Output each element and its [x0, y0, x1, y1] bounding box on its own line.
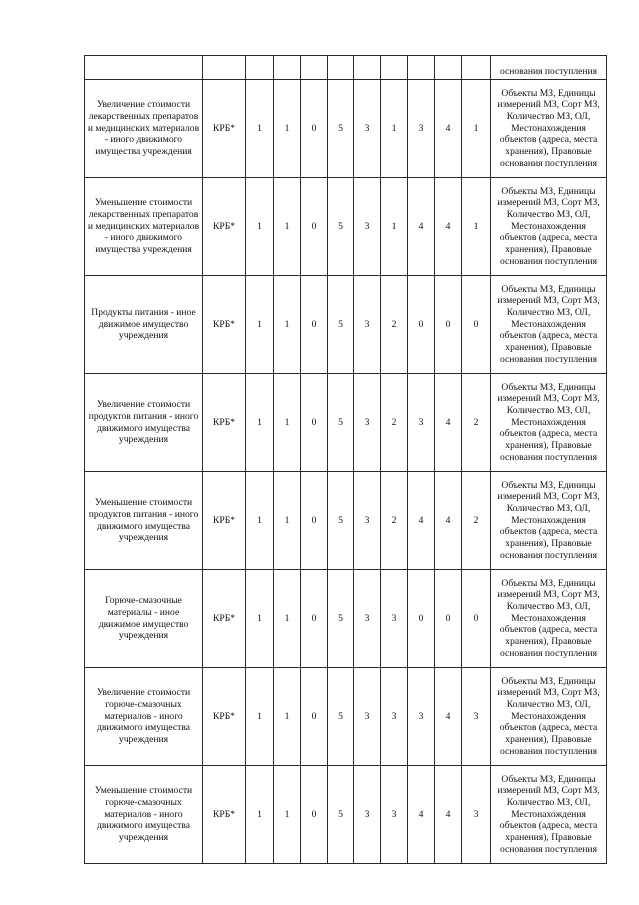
value-cell: 0: [301, 570, 328, 668]
value-cell: 5: [328, 80, 354, 178]
value-cell: 3: [381, 766, 408, 864]
value-cell: 1: [381, 80, 408, 178]
value-cell: 1: [246, 766, 274, 864]
table-row: [85, 276, 607, 374]
value-cell: 3: [408, 374, 435, 472]
value-cell: 1: [246, 570, 274, 668]
table-row: [85, 766, 607, 864]
code-cell: КРБ*: [203, 178, 246, 276]
value-cell: [435, 56, 462, 80]
value-cell: 1: [246, 668, 274, 766]
table-row: [85, 374, 607, 472]
accounts-table: [84, 55, 607, 864]
basis-cell: Объекты МЗ, Единицы измерений МЗ, Сорт МЗ, Количество МЗ, ОЛ, Местонахождения объектов (адреса, места хранения), Правовые основания поступления: [491, 766, 607, 864]
value-cell: 5: [328, 374, 354, 472]
value-cell: 5: [328, 766, 354, 864]
value-cell: 3: [462, 668, 491, 766]
name-cell: Увеличение стоимости продуктов питания - иного движимого имущества учреждения: [85, 374, 203, 472]
value-cell: 1: [274, 570, 301, 668]
value-cell: 4: [435, 668, 462, 766]
value-cell: 4: [408, 766, 435, 864]
basis-cell: Объекты МЗ, Единицы измерений МЗ, Сорт МЗ, Количество МЗ, ОЛ, Местонахождения объектов (адреса, места хранения), Правовые основания поступления: [491, 668, 607, 766]
table-row: [85, 80, 607, 178]
table-row: [85, 668, 607, 766]
value-cell: [462, 56, 491, 80]
value-cell: 5: [328, 668, 354, 766]
value-cell: 2: [381, 276, 408, 374]
name-cell: Продукты питания - иное движимое имущество учреждения: [85, 276, 203, 374]
value-cell: 3: [354, 374, 381, 472]
code-cell: КРБ*: [203, 472, 246, 570]
basis-cell: Объекты МЗ, Единицы измерений МЗ, Сорт МЗ, Количество МЗ, ОЛ, Местонахождения объектов (адреса, места хранения), Правовые основания поступления: [491, 276, 607, 374]
value-cell: 0: [301, 374, 328, 472]
value-cell: 3: [408, 668, 435, 766]
value-cell: 1: [274, 178, 301, 276]
value-cell: 0: [301, 668, 328, 766]
value-cell: 4: [408, 178, 435, 276]
value-cell: 0: [301, 178, 328, 276]
value-cell: 0: [462, 276, 491, 374]
value-cell: 0: [301, 276, 328, 374]
value-cell: [381, 56, 408, 80]
name-cell: Уменьшение стоимости лекарственных препаратов и медицинских материалов - иного движимого имущества учреждения: [85, 178, 203, 276]
value-cell: 2: [381, 374, 408, 472]
value-cell: 0: [408, 276, 435, 374]
value-cell: 4: [435, 178, 462, 276]
value-cell: [301, 56, 328, 80]
name-cell: [85, 56, 203, 80]
value-cell: [328, 56, 354, 80]
value-cell: 0: [301, 766, 328, 864]
value-cell: 1: [246, 472, 274, 570]
value-cell: 1: [246, 374, 274, 472]
value-cell: 1: [274, 766, 301, 864]
value-cell: 0: [435, 570, 462, 668]
value-cell: 2: [381, 472, 408, 570]
value-cell: [246, 56, 274, 80]
value-cell: 1: [462, 80, 491, 178]
value-cell: 0: [301, 472, 328, 570]
value-cell: 3: [354, 766, 381, 864]
value-cell: 5: [328, 178, 354, 276]
value-cell: 3: [381, 570, 408, 668]
value-cell: 1: [274, 80, 301, 178]
code-cell: КРБ*: [203, 570, 246, 668]
value-cell: 1: [246, 276, 274, 374]
value-cell: [354, 56, 381, 80]
value-cell: 5: [328, 472, 354, 570]
value-cell: 3: [354, 570, 381, 668]
value-cell: 1: [274, 668, 301, 766]
value-cell: 2: [462, 472, 491, 570]
value-cell: 4: [435, 472, 462, 570]
value-cell: 3: [354, 472, 381, 570]
table-row-fragment: [85, 56, 607, 80]
value-cell: 4: [435, 766, 462, 864]
name-cell: Горюче-смазочные материалы - иное движимое имущество учреждения: [85, 570, 203, 668]
value-cell: 1: [274, 472, 301, 570]
table-row: [85, 570, 607, 668]
value-cell: 3: [354, 178, 381, 276]
value-cell: 0: [408, 570, 435, 668]
value-cell: 1: [462, 178, 491, 276]
code-cell: КРБ*: [203, 80, 246, 178]
table-row: [85, 178, 607, 276]
table-row: [85, 472, 607, 570]
name-cell: Уменьшение стоимости горюче-смазочных материалов - иного движимого имущества учреждения: [85, 766, 203, 864]
name-cell: Увеличение стоимости лекарственных препаратов и медицинских материалов - иного движимого имущества учреждения: [85, 80, 203, 178]
value-cell: 1: [274, 374, 301, 472]
value-cell: 1: [246, 178, 274, 276]
value-cell: 0: [435, 276, 462, 374]
basis-cell: Объекты МЗ, Единицы измерений МЗ, Сорт МЗ, Количество МЗ, ОЛ, Местонахождения объектов (адреса, места хранения), Правовые основания поступления: [491, 178, 607, 276]
value-cell: 4: [435, 80, 462, 178]
basis-cell: Объекты МЗ, Единицы измерений МЗ, Сорт МЗ, Количество МЗ, ОЛ, Местонахождения объектов (адреса, места хранения), Правовые основания поступления: [491, 570, 607, 668]
value-cell: 3: [381, 668, 408, 766]
value-cell: 0: [301, 80, 328, 178]
value-cell: 2: [462, 374, 491, 472]
value-cell: 4: [408, 472, 435, 570]
value-cell: 3: [462, 766, 491, 864]
value-cell: 5: [328, 570, 354, 668]
value-cell: 3: [354, 80, 381, 178]
basis-cell: Объекты МЗ, Единицы измерений МЗ, Сорт МЗ, Количество МЗ, ОЛ, Местонахождения объектов (адреса, места хранения), Правовые основания поступления: [491, 472, 607, 570]
code-cell: КРБ*: [203, 276, 246, 374]
name-cell: Увеличение стоимости горюче-смазочных материалов - иного движимого имущества учреждения: [85, 668, 203, 766]
value-cell: 3: [354, 276, 381, 374]
value-cell: 3: [354, 668, 381, 766]
name-cell: Уменьшение стоимости продуктов питания - иного движимого имущества учреждения: [85, 472, 203, 570]
code-cell: [203, 56, 246, 80]
value-cell: 3: [408, 80, 435, 178]
code-cell: КРБ*: [203, 766, 246, 864]
value-cell: 0: [462, 570, 491, 668]
value-cell: 1: [246, 80, 274, 178]
basis-cell: Объекты МЗ, Единицы измерений МЗ, Сорт МЗ, Количество МЗ, ОЛ, Местонахождения объектов (адреса, места хранения), Правовые основания поступления: [491, 80, 607, 178]
value-cell: 4: [435, 374, 462, 472]
value-cell: [274, 56, 301, 80]
value-cell: [408, 56, 435, 80]
code-cell: КРБ*: [203, 374, 246, 472]
value-cell: 1: [274, 276, 301, 374]
value-cell: 1: [381, 178, 408, 276]
value-cell: 5: [328, 276, 354, 374]
code-cell: КРБ*: [203, 668, 246, 766]
basis-cell: Объекты МЗ, Единицы измерений МЗ, Сорт МЗ, Количество МЗ, ОЛ, Местонахождения объектов (адреса, места хранения), Правовые основания поступления: [491, 374, 607, 472]
basis-cell: основания поступления: [491, 56, 607, 80]
